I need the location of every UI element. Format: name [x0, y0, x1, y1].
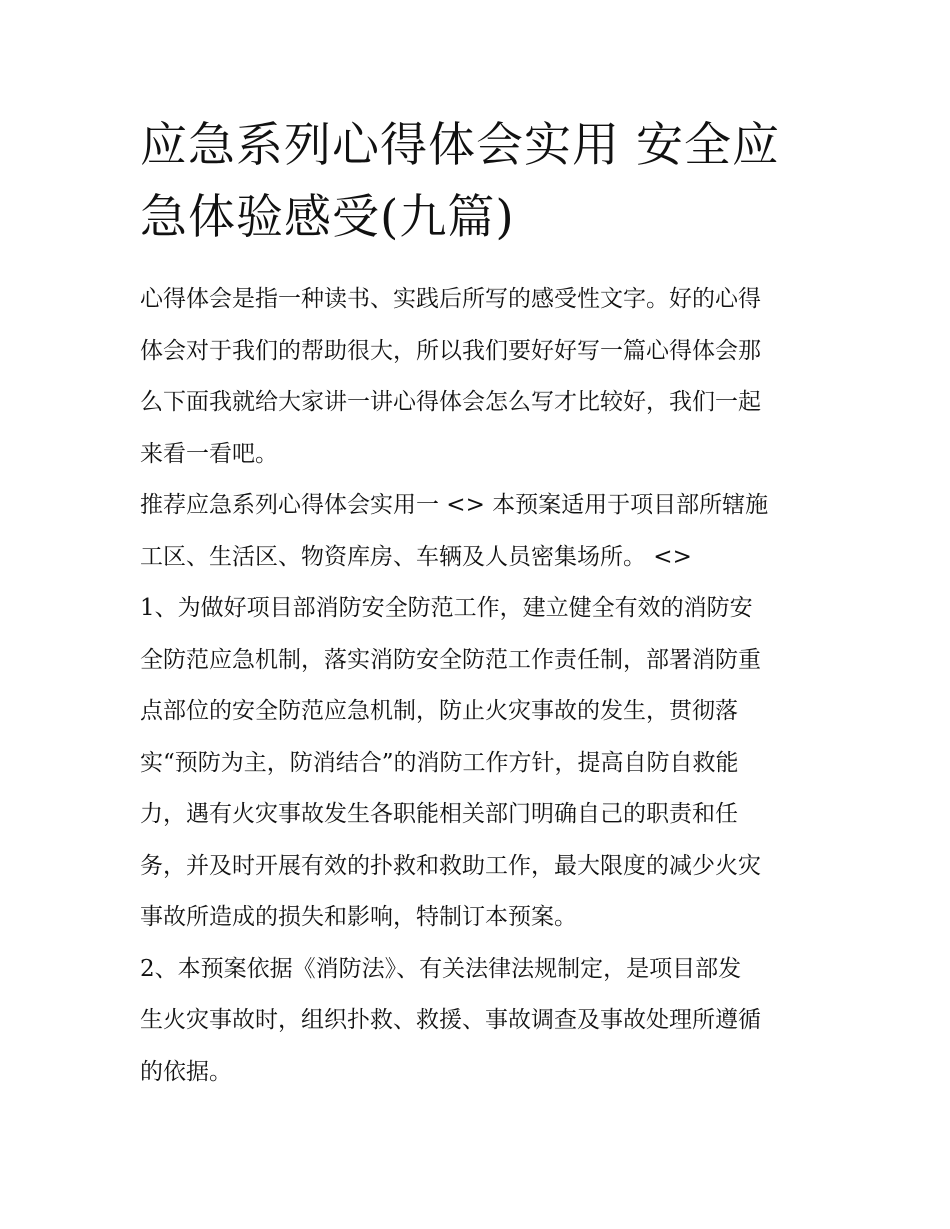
document-page [140, 110, 812, 1098]
document-title: 应急系列心得体会实用 安全应 急体验感受(九篇) [140, 118, 780, 245]
paragraph-scope: 推荐应急系列心得体会实用一 <> 本预案适用于项目部所辖施 工区、生活区、物资库房、车辆及人员密集场所。 <> [140, 492, 769, 570]
paragraph-item-1: 1、为做好项目部消防安全防范工作，建立健全有效的消防安 全防范应急机制，落实消防安全防范工作责任制，部署消防重 点部位的安全防范应急机制，防止火灾事故的发生，贯彻落 实“预防为主，防消结合”的消防工作方针，提高自防自救能 力，遇有火灾事故发生各职能相关部门明确自己的职责和任 务，并及时开展有效的扑救和救助工作，最大限度的减少火灾 事故所造成的损失和影响，特制订本预案。 [140, 595, 761, 930]
paragraph-intro: 心得体会是指一种读书、实践后所写的感受性文字。好的心得 体会对于我们的帮助很大，所以我们要好好写一篇心得体会那 么下面我就给大家讲一讲心得体会怎么写才比较好，我们一起 来看一看吧。 [140, 286, 761, 467]
paragraph-item-2: 2、本预案依据《消防法》、有关法律法规制定，是项目部发 生火灾事故时，组织扑救、救援、事故调查及事故处理所遵循 的依据。 [140, 955, 761, 1085]
document-body [140, 274, 812, 1098]
